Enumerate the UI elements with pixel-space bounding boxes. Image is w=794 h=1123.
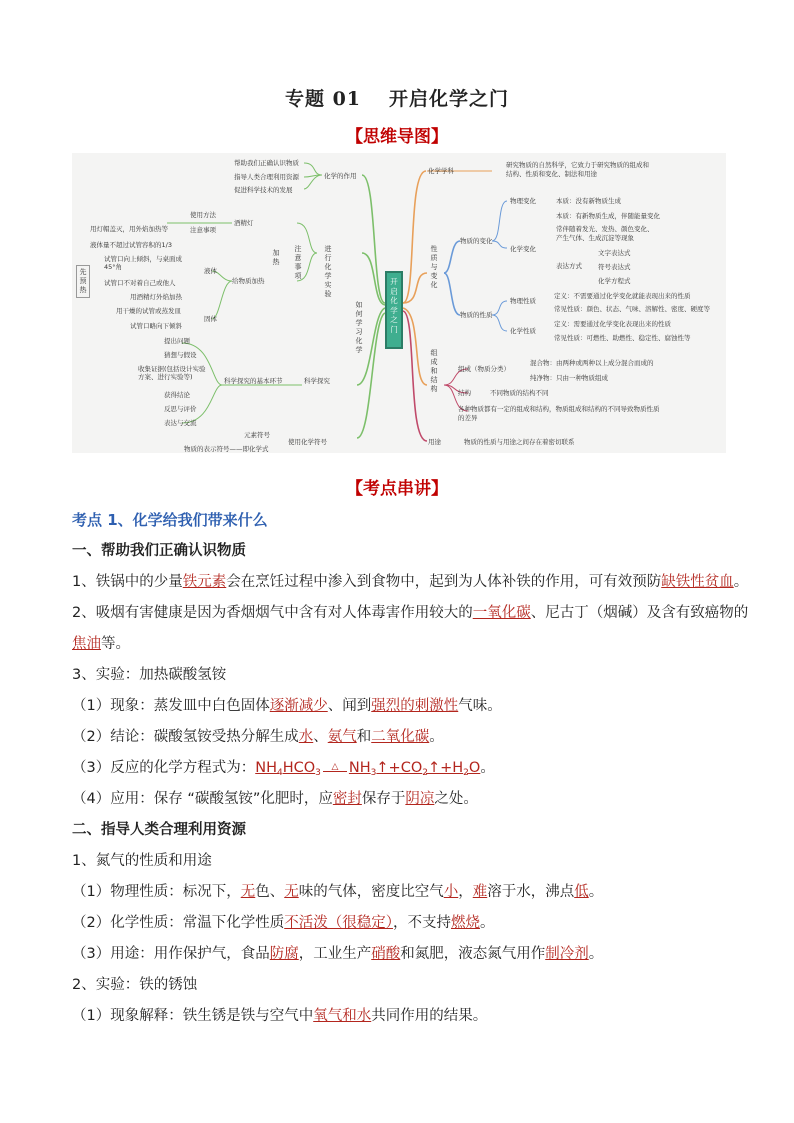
mm-expr-1: 文字表达式 — [598, 249, 631, 257]
mm-role-3: 促进科学技术的发展 — [234, 186, 293, 194]
mm-physical-change: 物理变化 — [510, 197, 536, 205]
mm-change-title: 性质与变化 — [430, 245, 438, 289]
products: $NH_3↑+CO_2↑+H_2O$ — [348, 760, 481, 778]
mm-structure: 结构 — [458, 389, 471, 397]
mm-structure-desc: 不同物质的结构不同 — [490, 389, 549, 397]
para-12: 2、实验：铁的锈蚀 — [72, 977, 198, 993]
mm-relation-1: 各种物质都有一定的组成和结构，物质组成和结构的不同导致物质性质 — [458, 405, 660, 413]
para-5: （2）结论：碳酸氢铵受热分解生成水、氨气和二氧化碳。 — [72, 729, 444, 745]
section-1-heading: 一、帮助我们正确认识物质 — [72, 543, 246, 559]
content-body — [72, 505, 749, 1032]
mm-expr-title: 表达方式 — [556, 262, 582, 270]
mm-liquid-4: 用酒精灯外焰加热 — [130, 293, 182, 301]
mm-liquid-3: 试管口不对着自己或他人 — [104, 279, 176, 287]
mm-role-title: 化学的作用 — [324, 172, 357, 180]
mm-changes-title: 物质的变化 — [460, 237, 493, 245]
para-10: （2）化学性质：常温下化学性质不活泼（很稳定），不支持燃烧。 — [72, 915, 495, 931]
para-9: （1）物理性质：标况下，无色、无味的气体，密度比空气小，难溶于水，沸点低。 — [72, 884, 604, 900]
para-8: 1、氮气的性质和用途 — [72, 853, 212, 869]
mm-inquiry-3: 收集证据(包括设计实验方案、进行实验等) — [138, 365, 206, 381]
mm-how-title: 如何学习化学 — [355, 301, 363, 354]
mm-physical-prop-def: 定义：不需要通过化学变化就能表现出来的性质 — [554, 292, 691, 300]
mm-symbol-1: 元素符号 — [244, 431, 270, 439]
para-6-equation: （3）反应的化学方程式为：$NH_4HCO_3$ △ $NH_3↑+CO_2↑+H_2O$。 — [72, 760, 495, 778]
mm-science-desc-2: 结构、性质和变化、制法和用途 — [506, 170, 597, 178]
mm-pure: 纯净物：只由一种物质组成 — [530, 374, 608, 382]
reactant: $NH_4HCO_3$ — [255, 760, 321, 778]
mm-inquiry-sub: 科学探究的基本环节 — [224, 377, 283, 385]
mm-lamp-note: 用灯帽盖灭，用外焰加热等 — [90, 225, 168, 233]
mm-physical-prop: 物理性质 — [510, 297, 536, 305]
mm-use-title: 用途 — [428, 438, 441, 446]
mm-science-title: 化学学科 — [428, 167, 454, 175]
mm-liquid-title: 液体 — [204, 267, 217, 275]
mm-lamp-item-1: 使用方法 — [190, 211, 216, 219]
para-13: （1）现象解释：铁生锈是铁与空气中氧气和水共同作用的结果。 — [72, 1008, 488, 1024]
para-7: （4）应用：保存 “碳酸氢铵”化肥时，应密封保存于阴凉之处。 — [72, 791, 478, 807]
mm-preheat: 先预热 — [76, 265, 90, 298]
mm-solid-title: 固体 — [204, 315, 217, 323]
mm-heat-notes: 注意事项 — [294, 245, 302, 280]
mm-material-title: 给物质加热 — [232, 277, 265, 285]
section-2-heading: 二、指导人类合理利用资源 — [72, 822, 246, 838]
mm-liquid-1: 液体量不超过试管容积的1/3 — [90, 241, 172, 249]
page-title — [0, 84, 794, 111]
mm-composition-item: 组成（物质分类） — [458, 365, 510, 373]
mm-chemical-prop-common: 常见性质：可燃性、助燃性、稳定性、腐蚀性等 — [554, 334, 691, 342]
mm-heating-title: 加热 — [272, 249, 280, 266]
mm-chemical-phen-1: 常伴随着发光、发热、颜色变化、 — [556, 225, 654, 233]
mm-experiment-title: 进行化学实验 — [324, 245, 332, 298]
mm-lamp-title: 酒精灯 — [234, 219, 254, 227]
title-name: 开启化学之门 — [389, 88, 510, 110]
mm-chemical-change-desc: 本质：有新物质生成，伴随能量变化 — [556, 212, 660, 220]
para-2: 2、吸烟有害健康是因为香烟烟气中含有对人体毒害作用较大的一氧化碳、尼古丁（烟碱）及含有致癌物的 — [72, 605, 749, 621]
mind-map-center: 开启化学之门 — [385, 271, 403, 349]
answer-iron-element: 铁元素 — [182, 574, 227, 590]
mm-lamp-item-2: 注意事项 — [190, 226, 216, 234]
title-code: 专题 01 — [284, 88, 362, 110]
para-4: （1）现象：蒸发皿中白色固体逐渐减少、闻到强烈的刺激性气味。 — [72, 698, 502, 714]
para-3: 3、实验：加热碳酸氢铵 — [72, 667, 227, 683]
mm-mixture: 混合物：由两种或两种以上成分混合而成的 — [530, 359, 654, 367]
mindmap-heading: 【思维导图】 — [346, 127, 448, 147]
point-1-title: 考点 1、化学给我们带来什么 — [72, 511, 268, 529]
mm-physical-prop-common: 常见性质：颜色、状态、气味、溶解性、密度、硬度等 — [554, 305, 710, 313]
mm-expr-2: 符号表达式 — [598, 263, 631, 271]
points-heading: 【考点串讲】 — [346, 479, 448, 499]
mm-symbol-2: 物质的表示符号——即化学式 — [184, 445, 269, 453]
answer-co2: 二氧化碳 — [371, 729, 430, 745]
mm-chemical-prop-def: 定义：需要通过化学变化表现出来的性质 — [554, 320, 671, 328]
mm-chemical-change: 化学变化 — [510, 245, 536, 253]
mm-chemical-prop: 化学性质 — [510, 327, 536, 335]
answer-cool: 阴凉 — [405, 791, 435, 807]
mm-science-desc-1: 研究物质的自然科学，它致力于研究物质的组成和 — [506, 161, 649, 169]
mm-inquiry-title: 科学探究 — [304, 377, 330, 385]
answer-ammonia: 氨气 — [327, 729, 357, 745]
answer-oxygen-water: 氧气和水 — [313, 1008, 372, 1024]
mm-liquid-2: 试管口向上倾斜，与桌面成45°角 — [104, 255, 182, 271]
mm-inquiry-2: 猜想与假设 — [164, 351, 197, 359]
mm-expr-3: 化学方程式 — [598, 277, 631, 285]
mm-role-2: 指导人类合理利用资源 — [234, 173, 299, 181]
mm-inquiry-6: 表达与交流 — [164, 419, 197, 427]
answer-water: 水 — [298, 729, 314, 745]
mm-solid-1: 用干燥的试管或蒸发皿 — [116, 307, 181, 315]
mm-inquiry-5: 反思与评价 — [164, 405, 197, 413]
answer-decrease: 逐渐减少 — [269, 698, 328, 714]
mm-inquiry-4: 获得结论 — [164, 391, 190, 399]
mm-physical-change-desc: 本质：没有新物质生成 — [556, 197, 621, 205]
para-1: 1、铁锅中的少量铁元素会在烹饪过程中渗入到食物中，起到为人体补铁的作用，可有效预防缺铁性贫血。 — [72, 574, 749, 590]
mm-solid-2: 试管口略向下倾斜 — [130, 322, 182, 330]
mind-map — [72, 153, 726, 453]
para-2-cont: 焦油等。 — [72, 636, 130, 652]
answer-tar: 焦油 — [72, 636, 101, 652]
heat-condition: △ — [321, 761, 349, 775]
answer-co: 一氧化碳 — [472, 605, 531, 621]
mm-relation-2: 的差异 — [458, 414, 478, 422]
mm-composition-title: 组成和结构 — [430, 349, 438, 393]
answer-pungent: 强烈的刺激性 — [371, 698, 459, 714]
para-11: （3）用途：用作保护气，食品防腐，工业生产硝酸和氮肥，液态氮气用作制冷剂。 — [72, 946, 604, 962]
mm-inquiry-1: 提出问题 — [164, 337, 190, 345]
mm-properties-title: 物质的性质 — [460, 311, 493, 319]
answer-sealed: 密封 — [332, 791, 362, 807]
mm-use-desc: 物质的性质与用途之间存在着密切联系 — [464, 438, 575, 446]
mm-symbols-title: 使用化学符号 — [288, 438, 327, 446]
mm-chemical-phen-2: 产生气体、生成沉淀等现象 — [556, 234, 634, 242]
answer-anemia: 缺铁性贫血 — [661, 574, 734, 590]
mm-role-1: 帮助我们正确认识物质 — [234, 159, 299, 167]
